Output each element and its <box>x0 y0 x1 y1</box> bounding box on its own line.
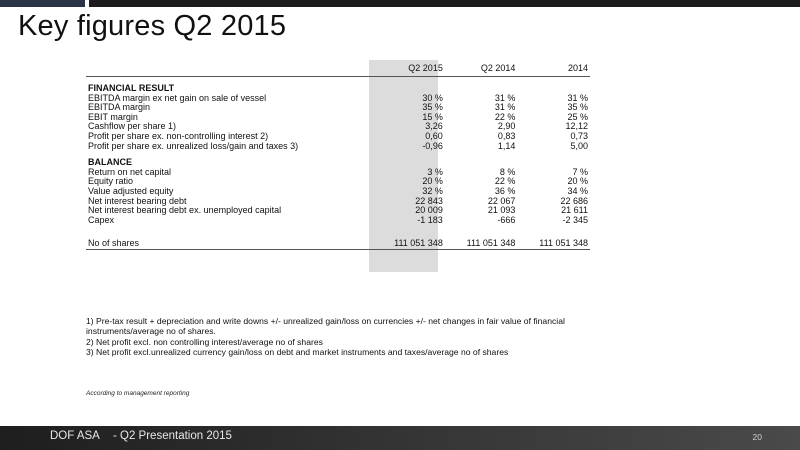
cell-value: -666 <box>497 214 516 225</box>
top-bar <box>89 0 800 7</box>
cell-value: 36 % <box>494 185 516 196</box>
cell-value: 2,90 <box>497 121 516 132</box>
section-heading-balance: BALANCE <box>88 157 132 168</box>
row-label: Cashflow per share 1) <box>88 121 177 132</box>
cell-value: 20 % <box>567 176 588 187</box>
cell-value: 31 % <box>494 102 516 113</box>
cell-value: 20 % <box>422 176 443 187</box>
table-row <box>86 216 590 226</box>
cell-value: 22 % <box>494 176 516 187</box>
cell-value: 22 843 <box>415 195 443 206</box>
cell-value: 3,26 <box>425 121 443 132</box>
column-header-q2-2015: Q2 2015 <box>372 60 445 77</box>
cell-value: 7 % <box>572 166 588 177</box>
row-label: Profit per share ex. unrealized loss/gain and taxes 3) <box>88 140 299 151</box>
column-header-q2-2014: Q2 2014 <box>445 60 518 77</box>
cell-value: 22 % <box>494 111 516 122</box>
spacer-row <box>86 151 590 158</box>
footnotes <box>86 316 596 358</box>
top-bar-accent <box>0 0 85 7</box>
table-header-row <box>86 60 590 77</box>
cell-value: 8 % <box>499 166 516 177</box>
row-label: Equity ratio <box>88 176 134 187</box>
cell-value: 0,73 <box>570 130 588 141</box>
row-label: Profit per share ex. non-controlling interest 2) <box>88 130 269 141</box>
row-label: Net interest bearing debt ex. unemployed capital <box>88 205 282 216</box>
row-label: EBITDA margin <box>88 102 151 113</box>
row-label: Net interest bearing debt <box>88 195 187 206</box>
column-header-2014: 2014 <box>517 60 590 77</box>
footer-company: DOF ASA <box>50 430 100 442</box>
cell-value: 22 067 <box>487 195 516 206</box>
row-label: EBITDA margin ex net gain on sale of vessel <box>88 92 267 103</box>
cell-value: -0,96 <box>422 140 443 151</box>
footnote-2: 2) Net profit excl. non controlling interest/average no of shares <box>86 336 323 347</box>
table-row <box>86 142 590 152</box>
cell-value: -2 345 <box>562 214 588 225</box>
cell-value: 30 % <box>422 92 443 103</box>
cell-value: 111 051 348 <box>517 239 590 249</box>
footnote-1: 1) Pre-tax result + depreciation and write downs +/- unrealized gain/loss on currencies +/- net changes in fair value of financial instruments/average no of shares. <box>86 316 565 337</box>
cell-value: 5,00 <box>570 140 588 151</box>
cell-value: 111 051 348 <box>372 239 445 249</box>
footer-bar <box>0 426 800 450</box>
section-heading-financial-result: FINANCIAL RESULT <box>88 83 175 93</box>
management-reporting-note: According to management reporting <box>86 390 190 397</box>
cell-value: 0,83 <box>497 130 516 141</box>
cell-value: 1,14 <box>497 140 516 151</box>
footer-presentation: - Q2 Presentation 2015 <box>113 430 232 442</box>
cell-value: 35 % <box>422 102 443 113</box>
cell-value: 25 % <box>567 111 588 122</box>
cell-value: 12,12 <box>565 121 588 132</box>
row-label: Capex <box>88 214 115 225</box>
spacer-row <box>86 225 590 239</box>
cell-value: 21 093 <box>487 205 516 216</box>
footnote-3: 3) Net profit excl.unrealized currency gain/loss on debt and market instruments and taxes/average no of shares <box>86 347 509 358</box>
cell-value: 22 686 <box>560 195 588 206</box>
shares-row <box>86 239 590 249</box>
cell-value: 3 % <box>427 166 443 177</box>
cell-value: 31 % <box>494 92 516 103</box>
row-label: Return on net capital <box>88 166 172 177</box>
key-figures-table <box>86 60 590 250</box>
row-label: No of shares <box>86 239 372 249</box>
header-label-cell <box>86 60 372 77</box>
cell-value: 20 009 <box>415 205 443 216</box>
row-label: Value adjusted equity <box>88 185 174 196</box>
cell-value: -1 183 <box>417 214 443 225</box>
cell-value: 34 % <box>567 185 588 196</box>
page-number: 20 <box>752 432 762 442</box>
cell-value: 21 611 <box>561 205 588 216</box>
cell-value: 32 % <box>422 185 443 196</box>
cell-value: 31 % <box>567 92 588 103</box>
cell-value: 111 051 348 <box>445 239 518 249</box>
key-figures-table-wrap <box>86 60 590 250</box>
cell-value: 35 % <box>567 102 588 113</box>
cell-value: 0,60 <box>425 130 443 141</box>
page-title: Key figures Q2 2015 <box>18 10 287 42</box>
cell-value: 15 % <box>422 111 443 122</box>
row-label: EBIT margin <box>88 111 138 122</box>
